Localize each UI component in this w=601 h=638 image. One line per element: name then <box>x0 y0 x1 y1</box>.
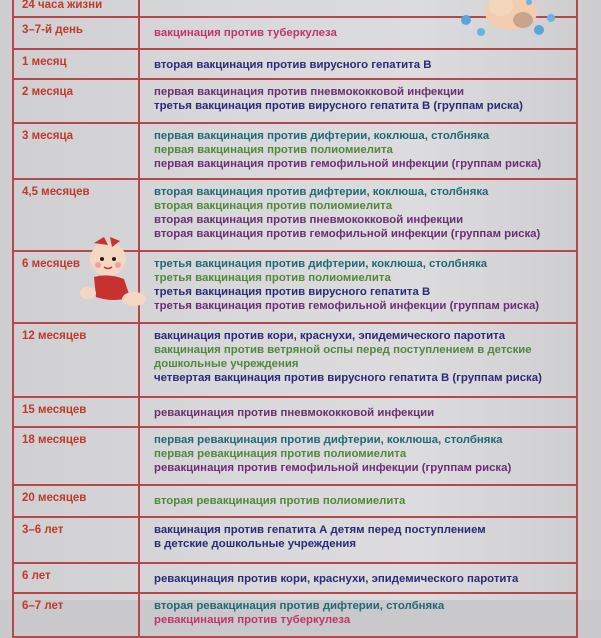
vaccine-cell <box>140 324 576 396</box>
vaccine-line: вторая ревакцинация против дифтерии, столбняка <box>154 600 445 612</box>
vaccine-line: вторая ревакцинация против полиомиелита <box>154 495 406 507</box>
vaccine-line: ревакцинация против гемофильной инфекции (группам риска) <box>154 462 512 474</box>
age-cell: 15 месяцев <box>14 398 140 426</box>
vaccination-table <box>12 0 578 638</box>
vaccine-line: вторая вакцинация против гемофильной инфекции (группам риска) <box>154 228 541 240</box>
table-row <box>14 428 576 486</box>
table-row <box>14 594 576 638</box>
age-cell: 12 месяцев <box>14 324 140 396</box>
vaccine-line: первая вакцинация против гемофильной инфекции (группам риска) <box>154 158 542 170</box>
vaccine-cell <box>140 124 576 178</box>
vaccine-line: вторая вакцинация против дифтерии, коклюша, столбняка <box>154 186 489 198</box>
vaccine-line: третья вакцинация против дифтерии, коклюша, столбняка <box>154 258 488 270</box>
vaccine-cell <box>140 180 576 250</box>
baby-illustration-middle <box>74 233 154 313</box>
table-row <box>14 486 576 518</box>
vaccine-line: первая ревакцинация против дифтерии, коклюша, столбняка <box>154 434 503 446</box>
vaccine-line: третья вакцинация против вирусного гепатита В <box>154 286 431 298</box>
vaccine-cell <box>140 594 576 636</box>
vaccine-cell <box>140 252 576 322</box>
vaccine-line: третья вакцинация против вирусного гепатита В (группам риска) <box>154 100 523 112</box>
age-cell: 3–6 лет <box>14 518 140 562</box>
vaccine-line: вторая вакцинация против вирусного гепатита В <box>154 59 432 71</box>
vaccine-cell <box>140 50 576 78</box>
vaccine-line: четвертая вакцинация против вирусного гепатита В (группам риска) <box>154 372 542 384</box>
vaccine-line: вторая вакцинация против пневмококковой инфекции <box>154 214 464 226</box>
vaccine-line: третья вакцинация против гемофильной инфекции (группам риска) <box>154 300 540 312</box>
vaccine-line: первая вакцинация против дифтерии, коклюша, столбняка <box>154 130 490 142</box>
vaccine-cell <box>140 486 576 516</box>
vaccine-line: вторая вакцинация против полиомиелита <box>154 200 393 212</box>
age-cell: 3 месяца <box>14 124 140 178</box>
vaccine-line: в детские дошкольные учреждения <box>154 538 357 550</box>
vaccine-line: вакцинация против гепатита А детям перед поступлением <box>154 524 486 536</box>
age-cell: 2 месяца <box>14 80 140 122</box>
vaccine-line: первая ревакцинация против полиомиелита <box>154 448 407 460</box>
vaccine-line: вакцинация против ветряной оспы перед поступлением в детские <box>154 344 532 356</box>
vaccine-cell <box>140 518 576 562</box>
age-cell: 24 часа жизни <box>14 0 140 16</box>
age-cell: 6 месяцев <box>14 252 140 322</box>
age-cell: 6–7 лет <box>14 594 140 636</box>
vaccine-line: вакцинация против туберкулеза <box>154 27 337 39</box>
vaccine-cell <box>140 428 576 484</box>
table-row <box>14 518 576 564</box>
age-cell: 4,5 месяцев <box>14 180 140 250</box>
baby-illustration-top <box>441 0 561 45</box>
vaccine-line: ревакцинация против пневмококковой инфекции <box>154 407 435 419</box>
vaccine-line: ревакцинация против кори, краснухи, эпидемического паротита <box>154 573 519 585</box>
age-cell: 18 месяцев <box>14 428 140 484</box>
table-row <box>14 564 576 594</box>
vaccine-line: дошкольные учреждения <box>154 358 299 370</box>
age-cell: 3–7-й день <box>14 18 140 48</box>
table-row <box>14 398 576 428</box>
vaccine-line: первая вакцинация против полиомиелита <box>154 144 393 156</box>
vaccine-line: третья вакцинация против полиомиелита <box>154 272 391 284</box>
age-cell: 1 месяц <box>14 50 140 78</box>
table-row <box>14 80 576 124</box>
table-row <box>14 324 576 398</box>
vaccine-cell <box>140 564 576 592</box>
vaccine-line: ревакцинация против туберкулеза <box>154 614 351 626</box>
table-row <box>14 50 576 80</box>
vaccine-cell <box>140 398 576 426</box>
age-cell: 20 месяцев <box>14 486 140 516</box>
age-cell: 6 лет <box>14 564 140 592</box>
vaccine-line: вакцинация против кори, краснухи, эпидемического паротита <box>154 330 506 342</box>
vaccine-cell <box>140 80 576 122</box>
vaccine-line: первая вакцинация против пневмококковой инфекции <box>154 86 464 98</box>
table-row <box>14 124 576 180</box>
